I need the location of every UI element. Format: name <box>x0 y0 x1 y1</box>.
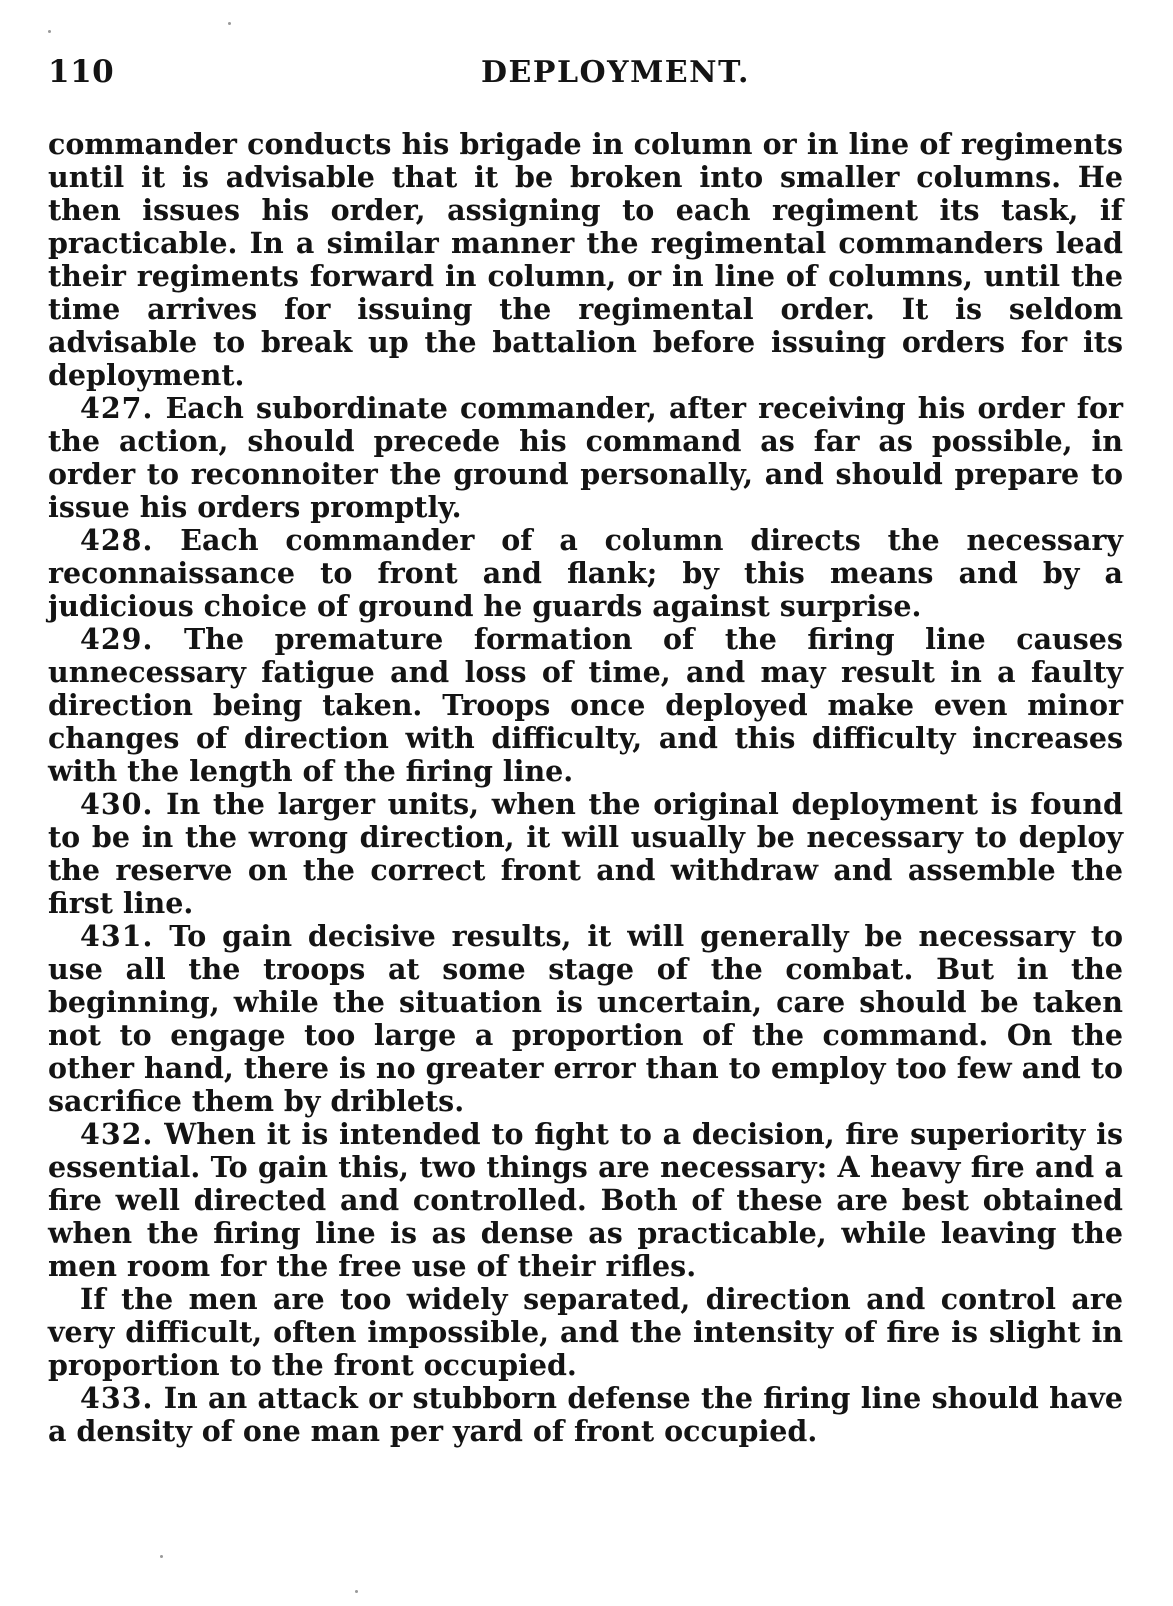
paragraph-431 <box>48 920 1123 1118</box>
paragraph-number: 429. <box>80 622 154 656</box>
running-head <box>48 56 1123 96</box>
paragraph-text: If the men are too widely separated, direction and control are very difficult, often impossible, and the intensity of fire is slight in proportion to the front occupied. <box>48 1282 1123 1382</box>
scan-speck <box>355 1590 358 1593</box>
paragraph-number: 428. <box>80 523 154 557</box>
paragraph-text: Each commander of a column directs the necessary reconnaissance to front and flank; by this means and by a judicious choice of ground he guards against surprise. <box>48 523 1123 623</box>
paragraph-text: The premature formation of the firing line causes unnecessary fatigue and loss of time, and may result in a faulty direction being taken. Troops once deployed make even minor changes of direction with difficulty, and this difficulty increases with the length of the firing line. <box>48 622 1123 788</box>
paragraph-432 <box>48 1118 1123 1283</box>
paragraph-number: 432. <box>80 1117 154 1151</box>
paragraph-text: To gain decisive results, it will generally be necessary to use all the troops at some stage of the combat. But in the beginning, while the situation is uncertain, care should be taken not to engage too large a proportion of the command. On the other hand, there is no greater error than to employ too few and to sacrifice them by driblets. <box>48 919 1123 1118</box>
paragraph-text: commander conducts his brigade in column or in line of regiments until it is advisable that it be broken into smaller columns. He then issues his order, assigning to each regiment its task, if practicable. In a similar manner the regimental commanders lead their regiments forward in column, or in line of columns, until the time arrives for issuing the regimental order. It is seldom advisable to break up the battalion before issuing orders for its deployment. <box>48 127 1123 392</box>
paragraph-430 <box>48 788 1123 920</box>
paragraph-text: In the larger units, when the original deployment is found to be in the wrong direction, it will usually be necessary to deploy the reserve on the correct front and withdraw and assemble the first line. <box>48 787 1123 920</box>
page-title: DEPLOYMENT. <box>481 55 750 90</box>
paragraph-429 <box>48 623 1123 788</box>
paragraph-number: 433. <box>80 1381 154 1415</box>
page-number: 110 <box>48 54 115 90</box>
body-text <box>48 128 1123 1448</box>
paragraph-427 <box>48 392 1123 524</box>
paragraph-text: Each subordinate commander, after receiving his order for the action, should precede his command as far as possible, in order to reconnoiter the ground personally, and should prepare to issue his orders promptly. <box>48 391 1123 524</box>
paragraph-text: In an attack or stubborn defense the firing line should have a density of one man per yard of front occupied. <box>48 1381 1123 1448</box>
paragraph-428 <box>48 524 1123 623</box>
scan-speck <box>160 1555 163 1558</box>
scan-speck <box>228 22 231 25</box>
paragraph-number: 427. <box>80 391 154 425</box>
paragraph-continuation <box>48 128 1123 392</box>
paragraph-text: When it is intended to fight to a decision, fire superiority is essential. To gain this, two things are necessary: A heavy fire and a fire well directed and controlled. Both of these are best obtained when the firing line is as dense as practicable, while leaving the men room for the free use of their rifles. <box>48 1117 1123 1283</box>
paragraph-433 <box>48 1382 1123 1448</box>
book-page <box>48 56 1123 1448</box>
scan-speck <box>48 30 51 33</box>
paragraph-number: 430. <box>80 787 154 821</box>
paragraph-number: 431. <box>80 919 154 953</box>
paragraph-432-continued <box>48 1283 1123 1382</box>
